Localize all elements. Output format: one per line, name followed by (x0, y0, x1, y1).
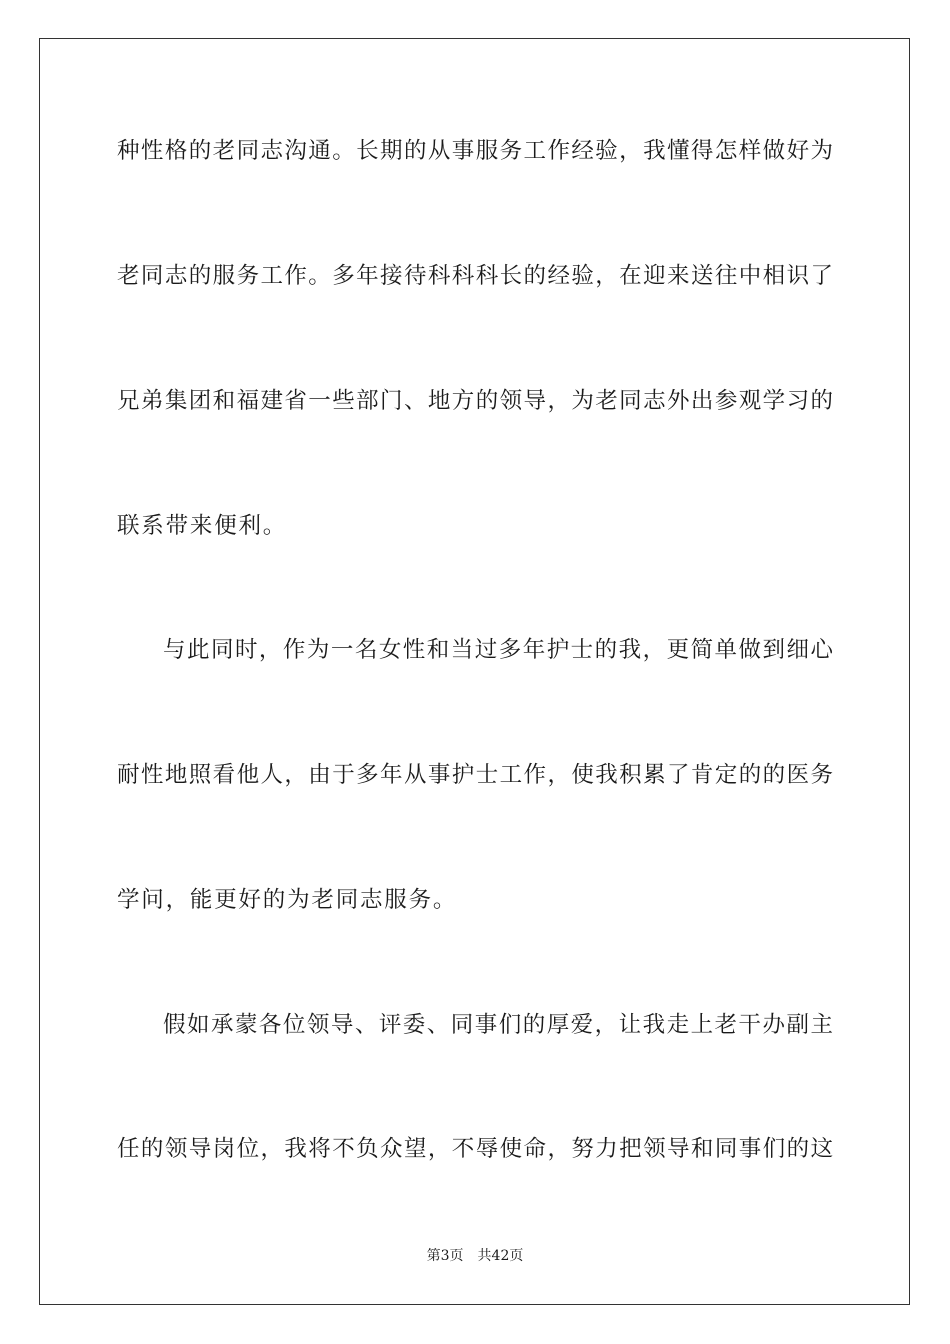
text-line: 学问，能更好的为老同志服务。 (117, 887, 458, 913)
page-footer (0, 1246, 950, 1266)
page-number: 第3页 (426, 1248, 464, 1264)
page-border (39, 38, 910, 1305)
text-line: 种性格的老同志沟通。长期的从事服务工作经验，我懂得怎样做好为 (117, 138, 833, 164)
paragraph-first-line: 假如承蒙各位领导、评委、同事们的厚爱，让我走上老干办副主 (163, 1012, 833, 1038)
paragraph-first-line: 与此同时，作为一名女性和当过多年护士的我，更简单做到细心 (163, 637, 833, 663)
text-line: 耐性地照看他人，由于多年从事护士工作，使我积累了肯定的的医务 (117, 762, 833, 788)
text-line: 任的领导岗位，我将不负众望，不辱使命，努力把领导和同事们的这 (117, 1136, 833, 1162)
text-line: 兄弟集团和福建省一些部门、地方的领导，为老同志外出参观学习的 (117, 388, 833, 414)
total-pages: 共42页 (477, 1248, 524, 1264)
text-line: 老同志的服务工作。多年接待科科科长的经验，在迎来送往中相识了 (117, 263, 833, 289)
text-line: 联系带来便利。 (117, 513, 288, 539)
